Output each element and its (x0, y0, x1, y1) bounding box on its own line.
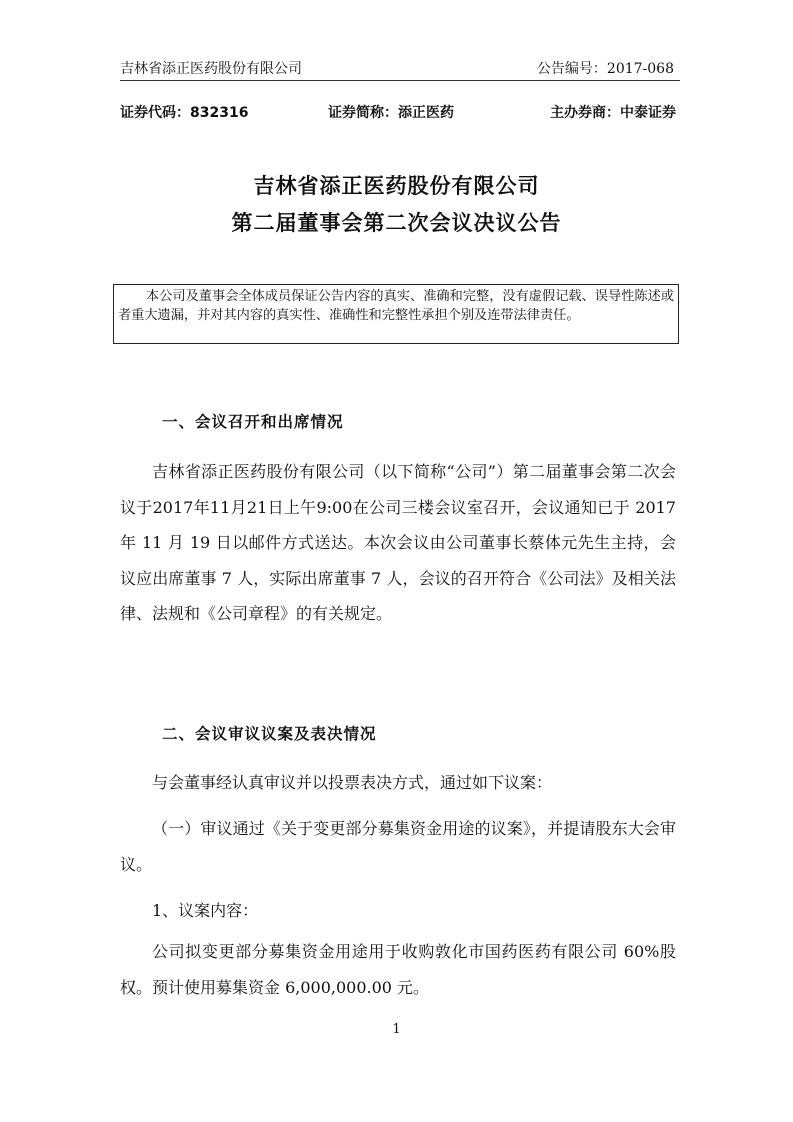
header-company-name: 吉林省添正医药股份有限公司 (120, 61, 302, 77)
securities-short-name: 证券简称：添正医药 (328, 105, 454, 121)
paragraph-resolution-1: （一）审议通过《关于变更部分募集资金用途的议案》，并提请股东大会审议。 (120, 819, 676, 874)
paragraph-resolution-content-label: 1、议案内容： (152, 901, 259, 920)
paragraph-meeting-details: 吉林省添正医药股份有限公司（以下简称“公司”）第二届董事会第二次会议于2017年11月21日上午9:00在公司三楼会议室召开，会议通知已于 2017 年 11 月 19 日以邮件方式送达。本次会议由公司董事长蔡体元先生主持，会议应出席董事 7 人，实际出席董事 7 人，会议的召开符合《公司法》及相关法律、法规和《公司章程》的有关规定。 (120, 462, 676, 623)
document-title-announcement: 第二届董事会第二次会议决议公告 (231, 211, 562, 235)
disclaimer-box: 本公司及董事会全体成员保证公告内容的真实、准确和完整，没有虚假记载、误导性陈述或者重大遗漏，并对其内容的真实性、准确性和完整性承担个别及连带法律责任。 (113, 284, 679, 344)
page-number: 1 (392, 1022, 401, 1037)
header-notice-number: 公告编号：2017-068 (536, 61, 674, 77)
section-heading-resolutions: 二、会议审议议案及表决情况 (162, 725, 377, 743)
paragraph-resolution-content: 公司拟变更部分募集资金用途用于收购敦化市国药医药有限公司 60%股权。预计使用募集资金 6,000,000.00 元。 (120, 942, 676, 997)
securities-code: 证券代码：832316 (120, 105, 249, 121)
sponsor-broker: 主办券商：中泰证券 (550, 105, 676, 121)
section-heading-meeting: 一、会议召开和出席情况 (162, 413, 344, 431)
document-title-company: 吉林省添正医药股份有限公司 (253, 174, 540, 198)
page-header (120, 58, 680, 81)
paragraph-voting-intro: 与会董事经认真审议并以投票表决方式，通过如下议案： (152, 773, 553, 792)
securities-info-row (120, 102, 676, 124)
